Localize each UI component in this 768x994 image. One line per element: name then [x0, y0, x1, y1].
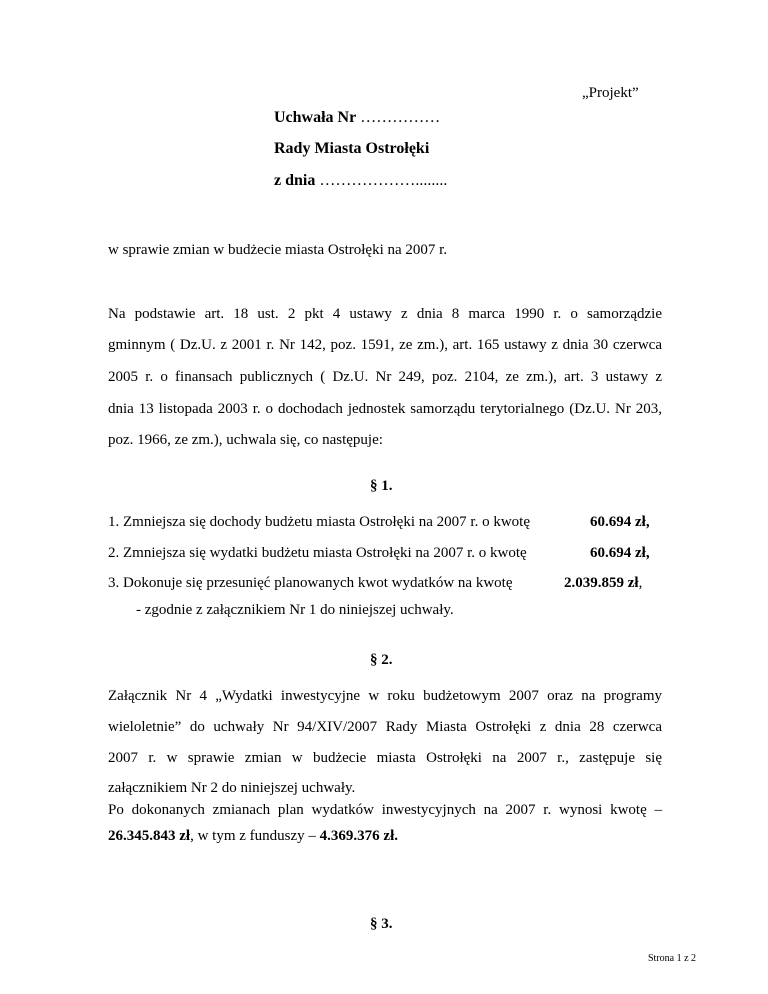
section-1-item-3-suffix: , — [638, 575, 643, 591]
section-1-item-3-amount-wrap — [564, 575, 642, 592]
section-1-item-2-text: 2. Zmniejsza się wydatki budżetu miasta Ostrołęki na 2007 r. o kwotę — [108, 545, 527, 561]
section-2-final-line — [108, 828, 398, 845]
preamble-line: 2005 r. o finansach publicznych ( Dz.U. Nr 249, poz. 2104, ze zm.), art. 3 ustawy z — [108, 369, 662, 385]
funds-amount: 4.369.376 zł. — [319, 828, 398, 844]
section-2-line-5: Po dokonanych zmianach plan wydatków inwestycyjnych na 2007 r. wynosi kwotę – — [108, 802, 662, 818]
resolution-date — [274, 172, 447, 190]
section-1-item-3-text: 3. Dokonuje się przesunięć planowanych kwot wydatków na kwotę — [108, 575, 513, 591]
resolution-date-dots: ………………........ — [315, 172, 448, 189]
resolution-number-dots: …………… — [356, 109, 441, 126]
resolution-subject: w sprawie zmian w budżecie miasta Ostrołęki na 2007 r. — [108, 242, 448, 258]
section-1-note: - zgodnie z załącznikiem Nr 1 do niniejszej uchwały. — [136, 602, 454, 618]
council-name: Rady Miasta Ostrołęki — [274, 140, 430, 157]
resolution-number — [274, 109, 440, 127]
section-1-item-2-amount: 60.694 zł, — [590, 545, 650, 561]
preamble-line: dnia 13 listopada 2003 r. o dochodach jednostek samorządu terytorialnego (Dz.U. Nr 203, — [108, 401, 662, 417]
projekt-label: „Projekt” — [582, 85, 639, 101]
section-2-line: Załącznik Nr 4 „Wydatki inwestycyjne w roku budżetowym 2007 oraz na programy — [108, 688, 662, 704]
section-2-final-mid: , w tym z funduszy – — [190, 828, 320, 844]
preamble-line-last: poz. 1966, ze zm.), uchwala się, co następuje: — [108, 432, 383, 448]
page-footer: Strona 1 z 2 — [648, 953, 697, 964]
section-2-line: wieloletnie” do uchwały Nr 94/XIV/2007 Rady Miasta Ostrołęki z dnia 28 czerwca — [108, 719, 662, 735]
section-3-heading: § 3. — [370, 916, 393, 932]
section-1-item-1-amount: 60.694 zł, — [590, 514, 650, 530]
section-1-item-1-text: 1. Zmniejsza się dochody budżetu miasta Ostrołęki na 2007 r. o kwotę — [108, 514, 530, 530]
preamble-line: Na podstawie art. 18 ust. 2 pkt 4 ustawy z dnia 8 marca 1990 r. o samorządzie — [108, 306, 662, 322]
resolution-date-label: z dnia — [274, 172, 316, 189]
investment-total-amount: 26.345.843 zł — [108, 828, 191, 844]
section-2-heading: § 2. — [370, 652, 393, 668]
section-1-item-3-amount: 2.039.859 zł — [564, 575, 639, 591]
resolution-number-label: Uchwała Nr — [274, 109, 357, 126]
preamble-line: gminnym ( Dz.U. z 2001 r. Nr 142, poz. 1591, ze zm.), art. 165 ustawy z dnia 30 czerwca — [108, 337, 662, 353]
section-2-line-4: załącznikiem Nr 2 do niniejszej uchwały. — [108, 780, 356, 796]
section-1-heading: § 1. — [370, 478, 393, 494]
section-2-line: 2007 r. w sprawie zmian w budżecie miasta Ostrołęki na 2007 r., zastępuje się — [108, 750, 662, 766]
